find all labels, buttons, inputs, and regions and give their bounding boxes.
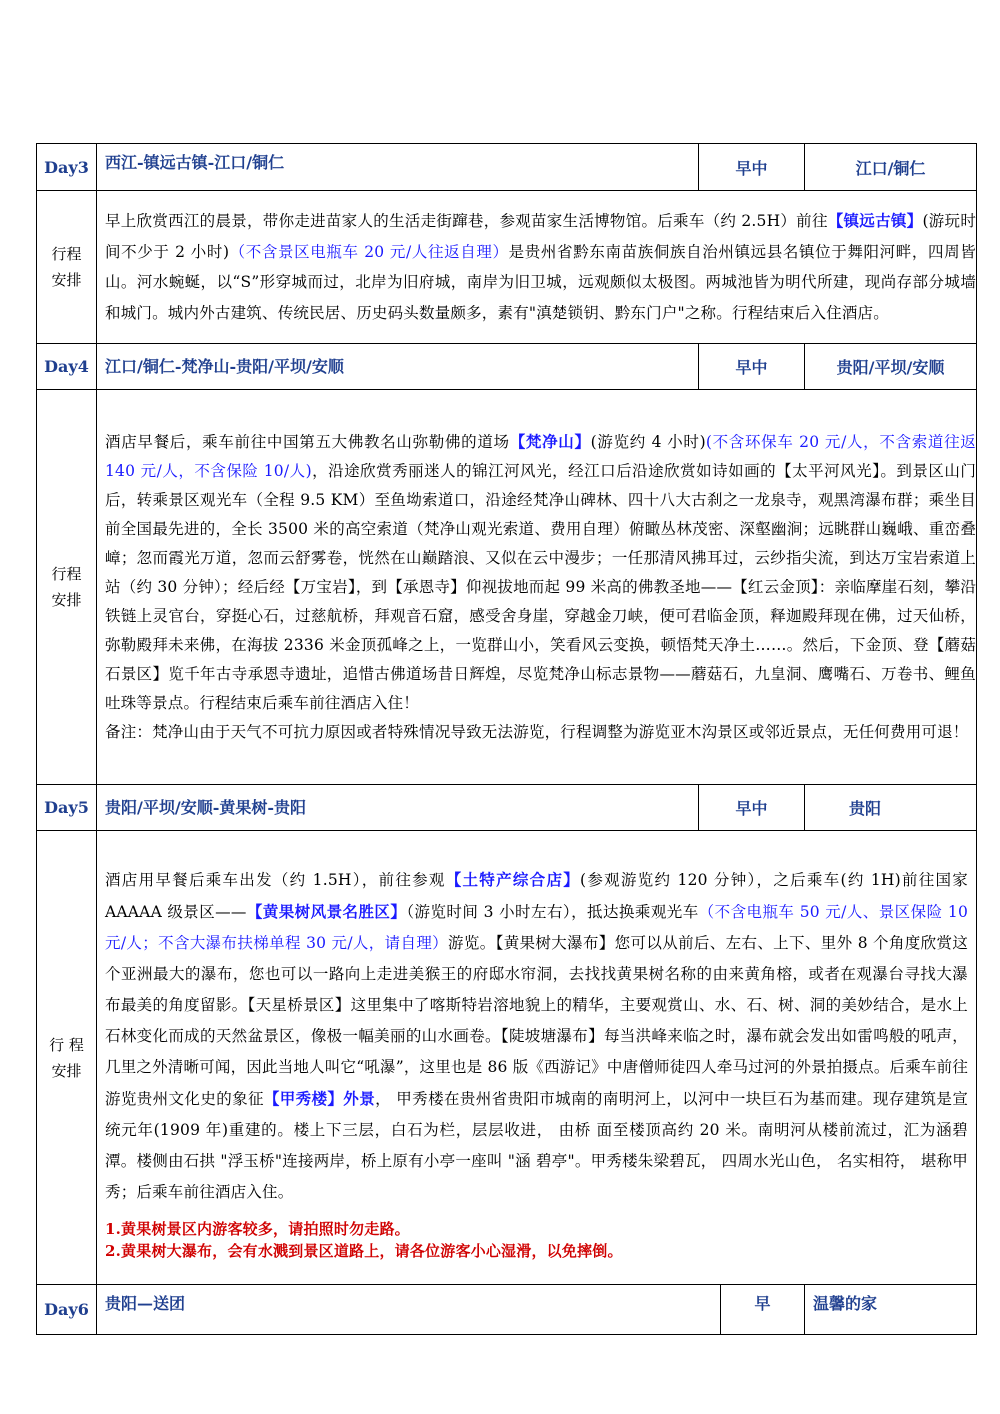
day5-warning-1: 1.黄果树景区内游客较多，请拍照时勿走路。 xyxy=(105,1219,410,1238)
day6-meals: 早 xyxy=(721,1285,805,1335)
day5-highlight-jiaxiulou: 【甲秀楼】外景 xyxy=(263,1088,376,1108)
day5-highlight-shop: 【土特产综合店】 xyxy=(445,869,581,889)
day4-schedule-label: 行程 安排 xyxy=(37,390,97,785)
day4-description: 酒店早餐后，乘车前往中国第五大佛教名山弥勒佛的道场【梵净山】(游览约 4 小时)(不含环保车 20 元/人，不含索道往返 140 元/人，不含保险 10/人)，沿途欣赏秀丽迷人的锦江河风光，经江口后沿途欣赏如诗如画的【太平河风光】。到景区山门后，转乘景区观光车（全程 9.5 KM）至鱼坳索道口，沿途经梵净山碑林、四十八大古刹之一龙泉寺，观黑湾瀑布群；乘坐目前全国最先进的，全长 3500 米的高空索道（梵净山观光索道、费用自理）俯瞰丛林茂密、深壑幽涧；远眺群山巍峨、重峦叠嶂；忽而霞光万道，忽而云舒雾卷，恍然在山巅踏浪、又似在云中漫步；一任那清风拂耳过，云纱指尖流，到达万宝岩索道上站（约 30 分钟）；经后经【万宝岩】，到【承恩寺】仰视拔地而起 99 米高的佛教圣地——【红云金顶】：亲临摩崖石刻，攀沿铁链上灵官台，穿挺心石，过慈航桥，拜观音石窟，感受舍身崖，穿越金刀峡，便可君临金顶，释迦殿拜现在佛，过天仙桥，弥勒殿拜未来佛，在海拔 2336 米金顶孤峰之上，一览群山小，笑看风云变换，顿悟梵天净土……。然后，下金顶、登【蘑菇石景区】览千年古寺承恩寺遗址，追惜古佛道场昔日辉煌，尽览梵净山标志景物——蘑菇石，九皇洞、鹰嘴石、万卷书、鲤鱼吐珠等景点。行程结束后乘车前往酒店入住！ 备注：梵净山由于天气不可抗力原因或者特殊情况导致无法游览，行程调整为游览亚木沟景区或邻近景点，无任何费用可退！ xyxy=(97,390,977,785)
day3-description: 早上欣赏西江的晨景，带你走进苗家人的生活走街蹿巷，参观苗家生活博物馆。后乘车（约 2.5H）前往【镇远古镇】(游玩时间不少于 2 小时)（不含景区电瓶车 20 元/人往返自理）是贵州省黔东南苗族侗族自治州镇远县名镇位于舞阳河畔，四周皆山。河水蜿蜒，以“S”形穿城而过，北岸为旧府城，南岸为旧卫城，远观颇似太极图。两城池皆为明代所建，现尚存部分城墙和城门。城内外古建筑、传统民居、历史码头数量颇多，素有"滇楚锁钥、黔东门户"之称。行程结束后入住酒店。 xyxy=(97,191,977,344)
day5-fee-note: （不含电瓶车 50 元/人、景区保险 10 元/人；不含大瀑布扶梯单程 30 元/人，请自理） xyxy=(105,902,969,952)
day6-label: Day6 xyxy=(37,1285,97,1335)
day5-highlight-huangguoshu: 【黄果树风景名胜区】 xyxy=(246,901,407,921)
day5-hotel: 贵阳 xyxy=(805,785,977,831)
day6-hotel: 温馨的家 xyxy=(805,1285,977,1335)
day3-meals: 早中 xyxy=(699,144,805,191)
itinerary-table xyxy=(36,143,977,1335)
day4-detail-row xyxy=(37,390,977,785)
day5-label: Day5 xyxy=(37,785,97,831)
day3-route: 西江-镇远古镇-江口/铜仁 xyxy=(97,144,699,191)
day4-hotel: 贵阳/平坝/安顺 xyxy=(805,344,977,390)
day4-header-row xyxy=(37,344,977,390)
day4-fee-note: (不含环保车 20 元/人，不含索道往返 140 元/人，不含保险 10/人) xyxy=(105,433,977,480)
day3-highlight-zhenyuan: 【镇远古镇】 xyxy=(827,211,923,230)
day5-schedule-label: 行 程 安排 xyxy=(37,831,97,1285)
day5-route: 贵阳/平坝/安顺-黄果树-贵阳 xyxy=(97,785,699,831)
day3-schedule-label: 行程 安排 xyxy=(37,191,97,344)
itinerary-page xyxy=(36,143,976,1335)
day5-detail-row xyxy=(37,831,977,1285)
day5-description: 酒店用早餐后乘车出发（约 1.5H），前往参观【土特产综合店】(参观游览约 120 分钟），之后乘车(约 1H)前往国家 AAAAA 级景区——【黄果树风景名胜区】（游览时间 3 小时左右），抵达换乘观光车（不含电瓶车 50 元/人、景区保险 10 元/人；不含大瀑布扶梯单程 30 元/人，请自理）游览。【黄果树大瀑布】您可以从前后、左右、上下、里外 8 个角度欣赏这个亚洲最大的瀑布，您也可以一路向上走进美猴王的府邸水帘洞，去找找黄果树名称的由来黄角榕，或者在观瀑台寻找大瀑布最美的角度留影。【天星桥景区】这里集中了喀斯特岩溶地貌上的精华，主要观赏山、水、石、树、洞的美妙结合，是水上石林变化而成的天然盆景区，像极一幅美丽的山水画卷。【陡坡塘瀑布】每当洪峰来临之时，瀑布就会发出如雷鸣般的吼声，几里之外清晰可闻，因此当地人叫它“吼瀑”，这里也是 86 版《西游记》中唐僧师徒四人牵马过河的外景拍摄点。后乘车前往游览贵州文化史的象征【甲秀楼】外景， 甲秀楼在贵州省贵阳市城南的南明河上，以河中一块巨石为基而建。现存建筑是宣统元年(1909 年)重建的。楼上下三层，白石为栏，层层收进， 由桥 面至楼顶高约 20 米。南明河从楼前流过，汇为涵碧潭。楼侧由石拱 "浮玉桥"连接两岸，桥上原有小亭一座叫 "涵 碧亭"。甲秀楼朱梁碧瓦， 四周水光山色， 名实相符， 堪称甲秀；后乘车前往酒店入住。 1.黄果树景区内游客较多，请拍照时勿走路。 2.黄果树大瀑布，会有水溅到景区道路上，请各位游客小心湿滑，以免摔倒。 xyxy=(97,831,977,1285)
day3-label: Day3 xyxy=(37,144,97,191)
day3-header-row xyxy=(37,144,977,191)
day5-meals: 早中 xyxy=(699,785,805,831)
day4-highlight-fanjingshan: 【梵净山】 xyxy=(509,432,591,451)
day6-route: 贵阳—送团 xyxy=(97,1285,721,1335)
day3-detail-row xyxy=(37,191,977,344)
day4-route: 江口/铜仁-梵净山-贵阳/平坝/安顺 xyxy=(97,344,699,390)
day3-hotel: 江口/铜仁 xyxy=(805,144,977,191)
day6-header-row xyxy=(37,1285,977,1335)
day3-fee-note: （不含景区电瓶车 20 元/人往返自理） xyxy=(229,242,509,261)
day4-remark: 备注：梵净山由于天气不可抗力原因或者特殊情况导致无法游览，行程调整为游览亚木沟景区或邻近景点，无任何费用可退！ xyxy=(105,723,969,741)
day4-meals: 早中 xyxy=(699,344,805,390)
day5-header-row xyxy=(37,785,977,831)
day4-label: Day4 xyxy=(37,344,97,390)
day5-warning-2: 2.黄果树大瀑布，会有水溅到景区道路上，请各位游客小心湿滑，以免摔倒。 xyxy=(105,1241,623,1260)
